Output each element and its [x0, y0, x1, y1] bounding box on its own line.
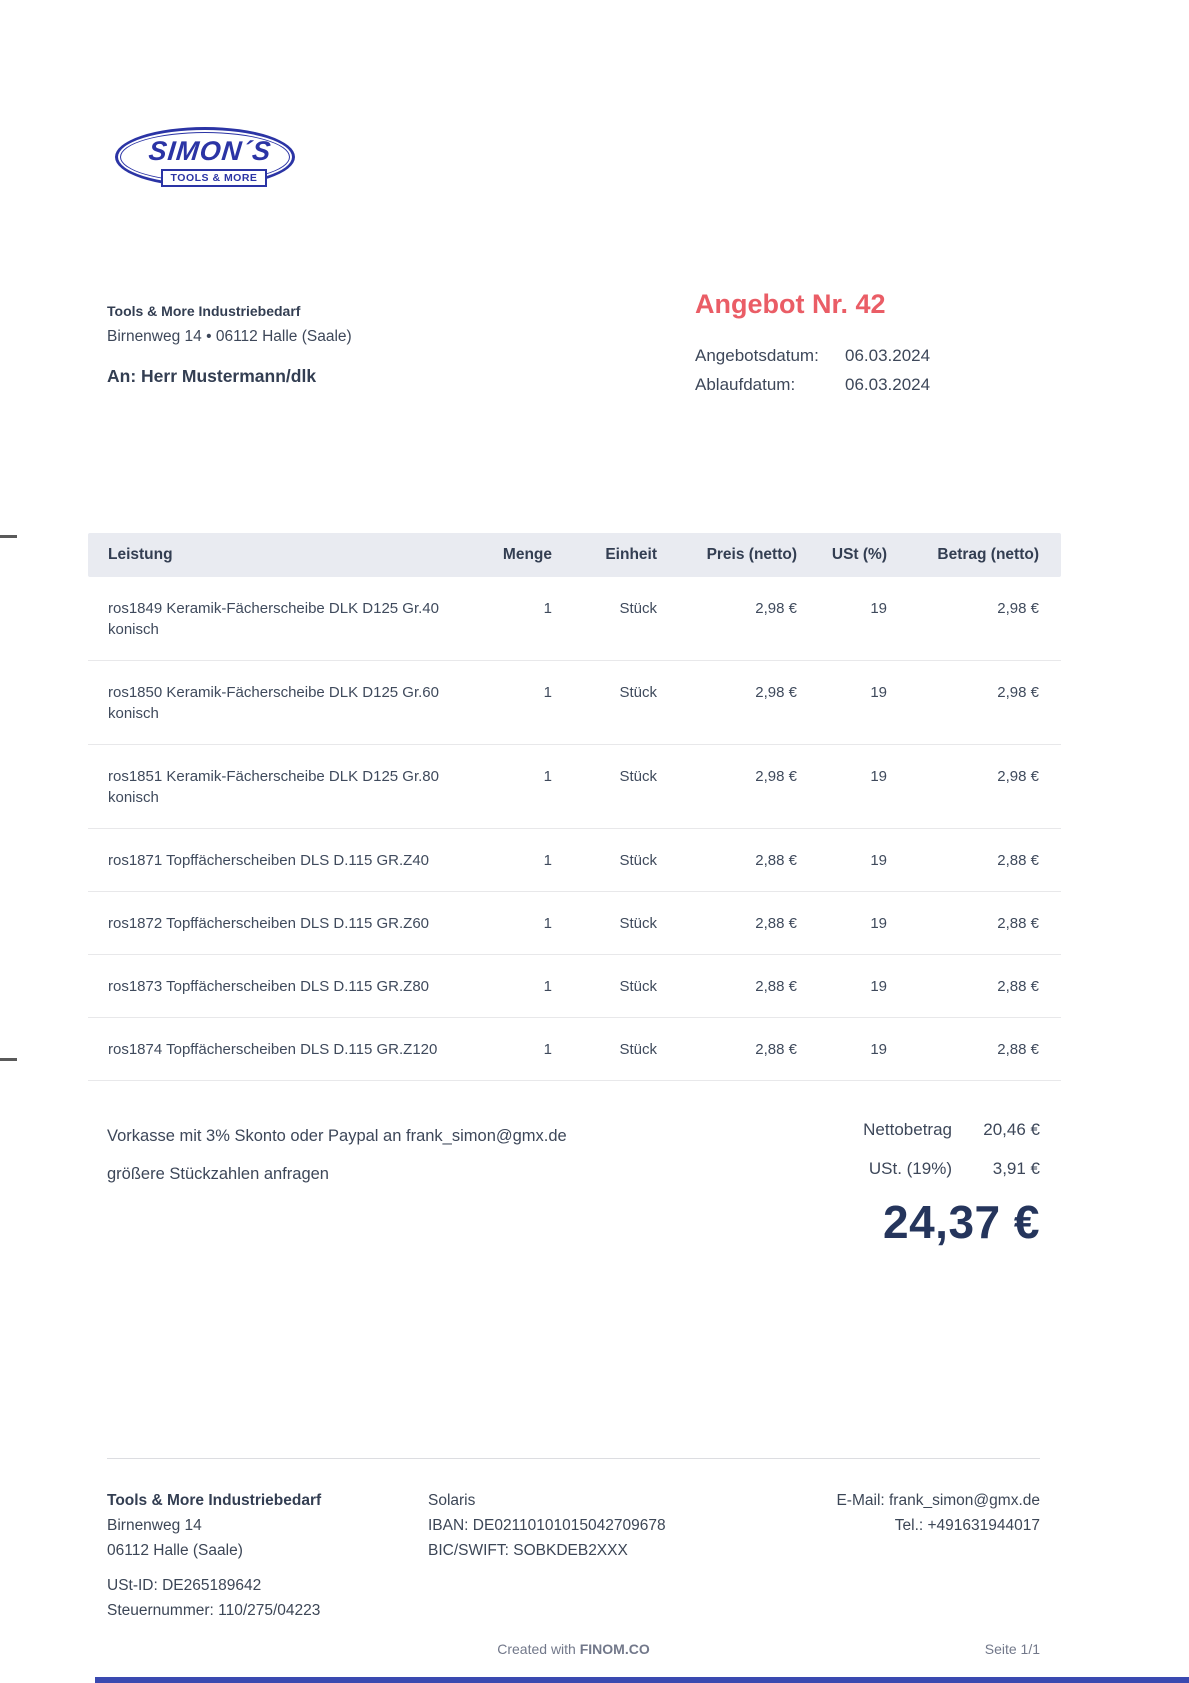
items-table [88, 533, 1061, 1081]
item-description: ros1874 Topffächerscheiben DLS D.115 GR.Z120 [108, 1041, 438, 1058]
footer-city: 06112 Halle (Saale) [107, 1542, 243, 1559]
item-price: 2,98 € [755, 684, 797, 701]
net-total-value: 20,46 € [983, 1120, 1040, 1139]
offer-title: Angebot Nr. 42 [695, 289, 886, 319]
footer-street: Birnenweg 14 [107, 1517, 202, 1534]
grand-total: 24,37 € [883, 1196, 1040, 1248]
recipient-line: An: Herr Mustermann/dlk [107, 366, 317, 386]
fold-mark-bottom [0, 1058, 17, 1061]
vat-total-row [863, 1156, 1040, 1182]
expiry-date-value: 06.03.2024 [845, 375, 931, 394]
vat-total-label: USt. (19%) [868, 1159, 952, 1178]
expiry-date-label: Ablaufdatum: [695, 375, 796, 394]
item-vat: 19 [870, 684, 887, 701]
item-vat: 19 [870, 600, 887, 617]
bottom-accent-bar [95, 1677, 1189, 1683]
table-header-row [88, 533, 1061, 577]
sender-block [107, 303, 352, 346]
item-description: ros1849 Keramik-Fächerscheibe DLK D125 Gr.40 konisch [108, 600, 439, 638]
item-description: ros1871 Topffächerscheiben DLS D.115 GR.Z40 [108, 852, 430, 869]
item-description: ros1873 Topffächerscheiben DLS D.115 GR.Z80 [108, 978, 430, 995]
item-description: ros1850 Keramik-Fächerscheibe DLK D125 Gr.60 konisch [108, 684, 439, 722]
table-row [88, 892, 1061, 955]
offer-header [695, 289, 930, 399]
item-unit: Stück [619, 1041, 657, 1058]
column-header-desc: Leistung [108, 546, 173, 563]
totals-block [863, 1117, 1040, 1249]
item-description: ros1872 Topffächerscheiben DLS D.115 GR.Z60 [108, 915, 430, 932]
item-amount: 2,88 € [997, 978, 1039, 995]
item-unit: Stück [619, 852, 657, 869]
offer-date-label: Angebotsdatum: [695, 346, 819, 365]
payment-note [107, 1117, 567, 1193]
table-row [88, 661, 1061, 745]
footer-bank-block [428, 1488, 666, 1563]
company-logo [115, 127, 295, 187]
item-vat: 19 [870, 768, 887, 785]
item-vat: 19 [870, 978, 887, 995]
table-row [88, 829, 1061, 892]
created-with-note [107, 1641, 1040, 1657]
footer-company-name: Tools & More Industriebedarf [107, 1492, 322, 1509]
finom-brand: FINOM.CO [579, 1641, 650, 1657]
item-unit: Stück [619, 915, 657, 932]
net-total-label: Nettobetrag [863, 1120, 952, 1139]
sender-company: Tools & More Industriebedarf [107, 303, 301, 319]
table-row [88, 1018, 1061, 1081]
table-row [88, 745, 1061, 829]
item-qty: 1 [543, 768, 552, 785]
column-header-qty: Menge [502, 546, 552, 563]
item-qty: 1 [543, 600, 552, 617]
footer-phone: Tel.: +491631944017 [894, 1517, 1040, 1534]
item-price: 2,98 € [755, 600, 797, 617]
logo-subtitle: TOOLS & MORE [161, 169, 267, 187]
item-price: 2,88 € [755, 978, 797, 995]
footer-tax-number: Steuernummer: 110/275/04223 [107, 1602, 321, 1619]
item-price: 2,88 € [755, 1041, 797, 1058]
item-amount: 2,88 € [997, 915, 1039, 932]
footer-vat-id: USt-ID: DE265189642 [107, 1577, 262, 1594]
item-qty: 1 [543, 852, 552, 869]
item-qty: 1 [543, 915, 552, 932]
table-row [88, 955, 1061, 1018]
footer-bic: BIC/SWIFT: SOBKDEB2XXX [428, 1542, 628, 1559]
item-unit: Stück [619, 978, 657, 995]
created-with-text: Created with [497, 1641, 580, 1657]
item-qty: 1 [543, 978, 552, 995]
net-total-row [863, 1117, 1040, 1143]
item-unit: Stück [619, 600, 657, 617]
item-amount: 2,98 € [997, 684, 1039, 701]
column-header-amount: Betrag (netto) [937, 546, 1039, 563]
item-unit: Stück [619, 768, 657, 785]
item-price: 2,88 € [755, 915, 797, 932]
item-amount: 2,88 € [997, 852, 1039, 869]
footer-email: E-Mail: frank_simon@gmx.de [836, 1492, 1040, 1509]
footer-company-block [107, 1488, 321, 1623]
offer-dates [695, 341, 930, 399]
footer-spacer [107, 1563, 321, 1573]
logo-title: SIMON´S [147, 136, 273, 166]
expiry-date-row [695, 370, 930, 399]
offer-date-value: 06.03.2024 [845, 346, 931, 365]
column-header-price: Preis (netto) [706, 546, 797, 563]
column-header-unit: Einheit [605, 546, 657, 563]
offer-date-row [695, 341, 930, 370]
item-qty: 1 [543, 1041, 552, 1058]
page-number: Seite 1/1 [984, 1641, 1040, 1657]
item-price: 2,88 € [755, 852, 797, 869]
payment-note-line1: Vorkasse mit 3% Skonto oder Paypal an frank_simon@gmx.de [107, 1127, 567, 1145]
item-amount: 2,98 € [997, 768, 1039, 785]
item-amount: 2,98 € [997, 600, 1039, 617]
payment-note-line2: größere Stückzahlen anfragen [107, 1165, 329, 1183]
item-vat: 19 [870, 915, 887, 932]
vat-total-value: 3,91 € [992, 1159, 1040, 1178]
item-price: 2,98 € [755, 768, 797, 785]
footer-iban: IBAN: DE02110101015042709678 [428, 1517, 666, 1534]
item-vat: 19 [870, 852, 887, 869]
footer-bank-name: Solaris [428, 1492, 476, 1509]
table-row [88, 577, 1061, 661]
item-unit: Stück [619, 684, 657, 701]
item-qty: 1 [543, 684, 552, 701]
item-vat: 19 [870, 1041, 887, 1058]
column-header-vat: USt (%) [831, 546, 887, 563]
item-description: ros1851 Keramik-Fächerscheibe DLK D125 Gr.80 konisch [108, 768, 439, 806]
footer-contact-block [836, 1488, 1040, 1538]
sender-address: Birnenweg 14 • 06112 Halle (Saale) [107, 328, 352, 345]
item-amount: 2,88 € [997, 1041, 1039, 1058]
footer-divider [107, 1458, 1040, 1459]
fold-mark-top [0, 535, 17, 538]
